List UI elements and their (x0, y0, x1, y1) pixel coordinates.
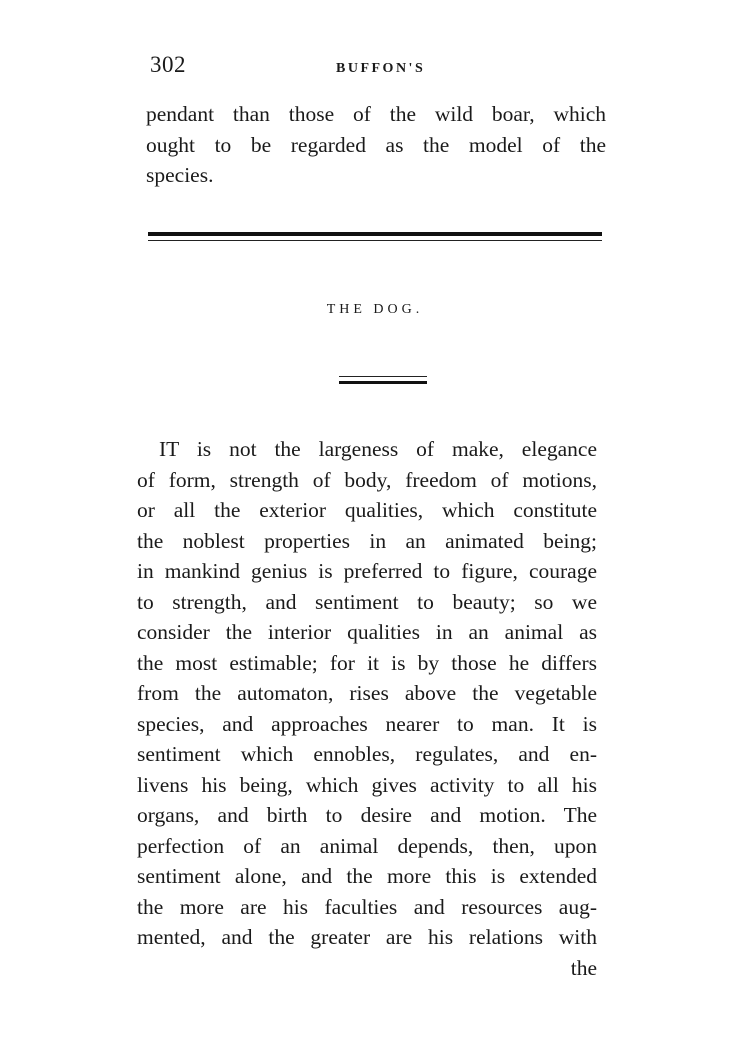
text-line: to strength, and sentiment to beauty; so we (137, 589, 597, 614)
text-line: organs, and birth to desire and motion. The (137, 803, 597, 827)
text-line: of form, strength of body, freedom of motions, (137, 467, 597, 492)
section-heading: THE DOG. (326, 302, 424, 317)
text-line: in mankind genius is preferred to figure, courage (137, 559, 597, 583)
text-line: the most estimable; for it is by those he differs (137, 650, 597, 675)
text-line: sentiment alone, and the more this is extended (137, 864, 597, 888)
body-paragraph (137, 434, 597, 983)
text-line: mented, and the greater are his relations with (137, 925, 597, 949)
text-line: livens his being, which gives activity to all his (137, 772, 597, 797)
text-line: sentiment which ennobles, regulates, and en- (137, 742, 597, 766)
heading-rule-thin (339, 376, 427, 377)
text-line: the more are his faculties and resources aug- (137, 894, 597, 919)
text-line: consider the interior qualities in an animal as (137, 620, 597, 644)
running-head (148, 52, 608, 82)
text-line: IT is not the largeness of make, elegance (159, 437, 597, 461)
text-line: or all the exterior qualities, which constitute (137, 498, 597, 522)
text-line: from the automaton, rises above the vegetable (137, 681, 597, 705)
text-line: pendant than those of the wild boar, which (146, 102, 606, 126)
page-number: 302 (150, 52, 186, 77)
catchword: the (570, 955, 597, 980)
heading-rule-thick (339, 381, 427, 384)
text-line: ought to be regarded as the model of the (146, 132, 606, 157)
section-divider-thick (148, 232, 602, 236)
text-line: species. (146, 163, 214, 187)
running-title: BUFFON'S (336, 61, 426, 76)
text-line: species, and approaches nearer to man. It is (137, 711, 597, 736)
section-divider-thin (148, 240, 602, 241)
continuation-paragraph (146, 99, 606, 191)
text-line: perfection of an animal depends, then, upon (137, 833, 597, 858)
text-line: the noblest properties in an animated being; (137, 528, 597, 553)
